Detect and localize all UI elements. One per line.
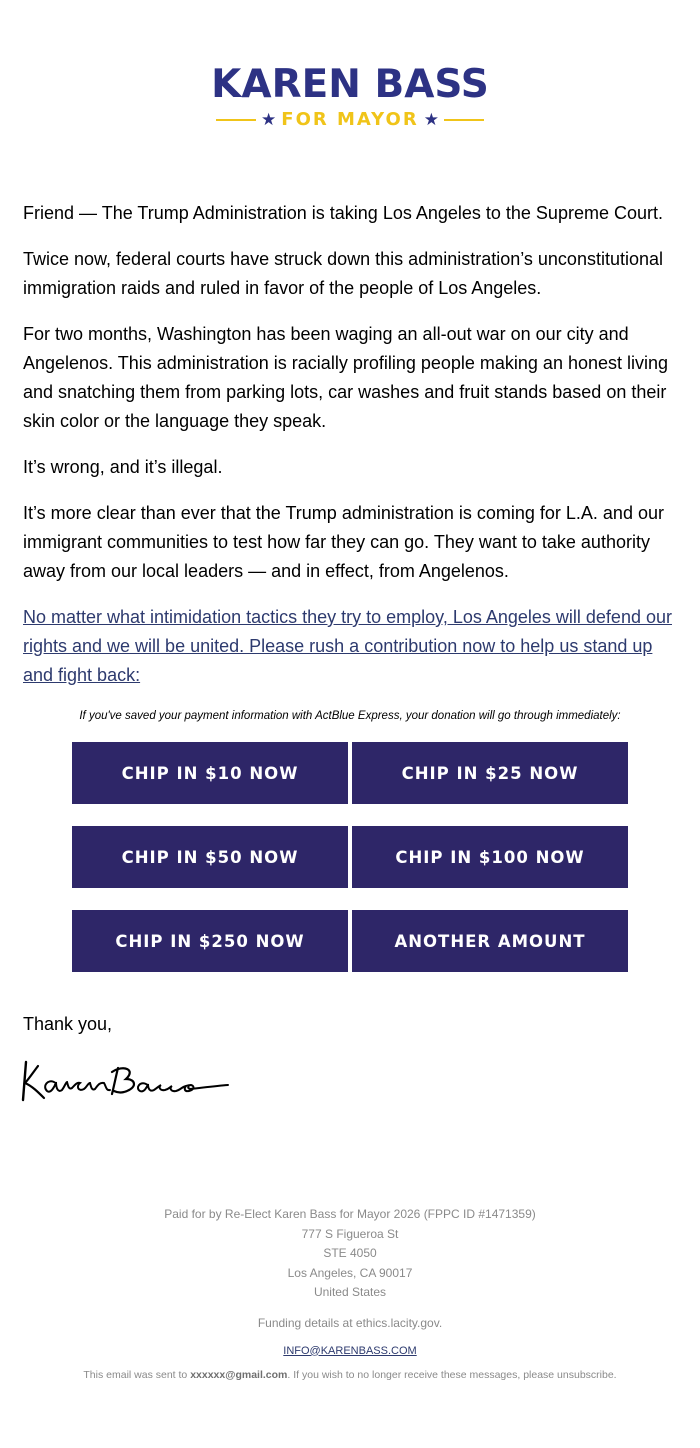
chip-in-10-button[interactable]: CHIP IN $10 NOW: [72, 742, 348, 804]
logo-right-rule: [444, 119, 484, 121]
logo-subline: [0, 109, 700, 131]
button-row: [72, 826, 628, 888]
donation-buttons: [72, 742, 628, 994]
star-icon: ★: [423, 110, 439, 129]
email-body: [23, 199, 677, 707]
logo-name: KAREN BASS: [211, 62, 489, 107]
another-amount-button[interactable]: ANOTHER AMOUNT: [352, 910, 628, 972]
closing-text: Thank you,: [23, 1014, 113, 1034]
chip-in-250-button[interactable]: CHIP IN $250 NOW: [72, 910, 348, 972]
logo-left-rule: [216, 119, 256, 121]
chip-in-25-button[interactable]: CHIP IN $25 NOW: [352, 742, 628, 804]
chip-in-100-button[interactable]: CHIP IN $100 NOW: [352, 826, 628, 888]
body-paragraph: Friend — The Trump Administration is taking Los Angeles to the Supreme Court.: [23, 203, 663, 223]
contribution-link[interactable]: No matter what intimidation tactics they try to employ, Los Angeles will defend our rights and we will be united. Please rush a contribution now to help us stand up and fight back:: [23, 607, 672, 685]
body-paragraph: It’s more clear than ever that the Trump administration is coming for L.A. and our immigrant communities to test how far they can go. They want to take authority away from our local leaders — and in effect, from Angelenos.: [23, 503, 664, 581]
unsubscribe-text[interactable]: . If you wish to no longer receive these messages, please unsubscribe.: [287, 1368, 617, 1381]
star-icon: ★: [261, 110, 277, 129]
recipient-address: xxxxxx@gmail.com: [190, 1368, 288, 1381]
body-paragraph: For two months, Washington has been waging an all-out war on our city and Angelenos. This administration is racially profiling people making an honest living and snatching them from parking lots, car washes and fruit stands based on their skin color or the language they speak.: [23, 324, 669, 431]
button-row: [72, 910, 628, 972]
email-footer: [0, 1205, 700, 1381]
actblue-note: If you've saved your payment information with ActBlue Express, your donation will go through immediately:: [79, 710, 621, 722]
address-street: 777 S Figueroa St: [301, 1226, 399, 1241]
sent-prefix: This email was sent to: [83, 1368, 191, 1381]
button-row: [72, 742, 628, 804]
signature-image: [20, 1052, 230, 1108]
body-paragraph: It’s wrong, and it’s illegal.: [23, 457, 223, 477]
cta-paragraph: [23, 603, 677, 690]
address-country: United States: [313, 1285, 387, 1299]
recipient-notice: [0, 1369, 700, 1381]
address-city: Los Angeles, CA 90017: [287, 1265, 413, 1280]
chip-in-50-button[interactable]: CHIP IN $50 NOW: [72, 826, 348, 888]
paid-for-disclaimer: Paid for by Re-Elect Karen Bass for Mayor 2026 (FPPC ID #1471359): [164, 1207, 536, 1221]
body-paragraph: Twice now, federal courts have struck down this administration’s unconstitutional immigration raids and ruled in favor of the people of Los Angeles.: [23, 249, 663, 298]
funding-details: Funding details at ethics.lacity.gov.: [257, 1315, 443, 1330]
logo-tagline: FOR MAYOR: [281, 109, 419, 130]
contact-email-link[interactable]: INFO@KARENBASS.COM: [283, 1344, 417, 1357]
address-suite: STE 4050: [323, 1246, 377, 1260]
campaign-logo: [0, 62, 700, 131]
